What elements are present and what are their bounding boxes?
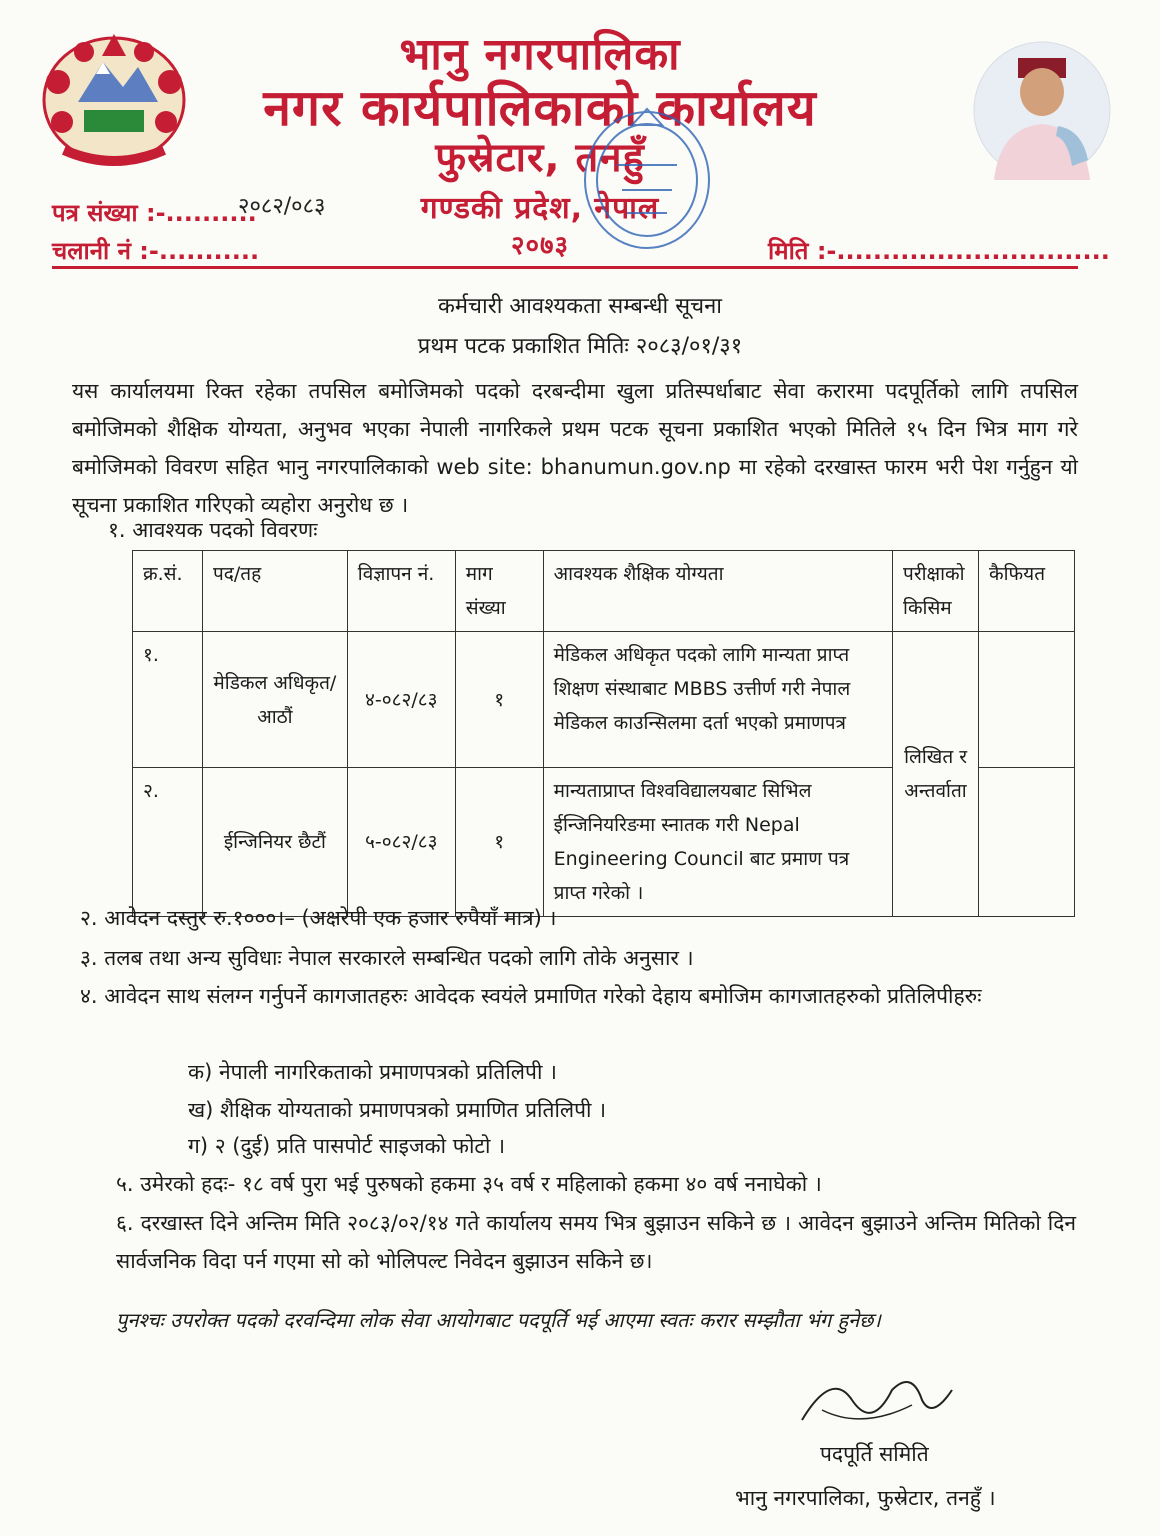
portrait-image xyxy=(972,40,1112,180)
header-sn: क्र.सं. xyxy=(133,551,203,632)
row-post: ईन्जिनियर छैटौं xyxy=(202,768,347,917)
date-label: मिति :-.............................. xyxy=(768,237,1110,265)
posts-table xyxy=(132,550,1075,917)
chalani-number-label: चलानी नं :-........... xyxy=(52,237,260,265)
row-remarks xyxy=(979,632,1075,768)
letterhead-divider xyxy=(52,266,1078,269)
notice-intro-paragraph: यस कार्यालयमा रिक्त रहेका तपसिल बमोजिमको पदको दरबन्दीमा खुला प्रतिस्पर्धाबाट सेवा करारमा पदपूर्तिको लागि तपसिल बमोजिमको शैक्षिक योग्यता, अनुभव भएका नेपाली नागरिकले प्रथम पटक सूचना प्रकाशित भएको मितिले १५ दिन भित्र माग गरे बमोजिमको विवरण सहित भानु नगरपालिकाको web site: bhanumun.gov.np मा रहेको दरखास्त फारम भरी पेश गर्नुहुन यो सूचना प्रकाशित गरिएको व्यहोरा अनुरोध छ । xyxy=(72,379,1078,517)
postscript: पुनश्चः उपरोक्त पदको दरवन्दिमा लोक सेवा आयोगबाट पदपूर्ति भई आएमा स्वतः करार सम्झौता भंग हुनेछ। xyxy=(116,1308,881,1332)
row-qualification: मेडिकल अधिकृत पदको लागि मान्यता प्राप्त शिक्षण संस्थाबाट MBBS उत्तीर्ण गरी नेपाल मेडिकल काउन्सिलमा दर्ता भएको प्रमाणपत्र xyxy=(543,632,892,768)
patra-sankhya-value: २०८२/०८३ xyxy=(238,194,326,219)
notice-title: कर्मचारी आवश्यकता सम्बन्धी सूचना xyxy=(437,294,722,319)
header-post: पद/तह xyxy=(202,551,347,632)
header-exam-type: परीक्षाको किसिम xyxy=(893,551,979,632)
row-exam-type: लिखित र अन्तर्वाता xyxy=(893,632,979,917)
header-advertisement-no: विज्ञापन नं. xyxy=(347,551,455,632)
item-salary-benefits: ३. तलब तथा अन्य सुविधाः नेपाल सरकारले सम्बन्धित पदको लागि तोके अनुसार । xyxy=(80,946,694,970)
row-demand-count: १ xyxy=(455,768,543,917)
letterhead-office: नगर कार्यपालिकाको कार्यालय xyxy=(263,79,817,137)
patra-sankhya-label: पत्र संख्या :-.......... xyxy=(52,199,257,227)
signatory-committee: पदपूर्ति समिति xyxy=(820,1442,929,1466)
item-application-fee: २. आवेदन दस्तुर रु.१०००।– (अक्षरेपी एक हजार रुपैयाँ मात्र) । xyxy=(80,906,557,930)
row-sn: १. xyxy=(133,632,203,768)
notice-published-date: प्रथम पटक प्रकाशित मितिः २०८३/०१/३१ xyxy=(417,334,743,359)
letterhead-address: फुस्रेटार, तनहुँ xyxy=(435,135,645,181)
item-age-limit: ५. उमेरको हदः- १८ वर्ष पुरा भई पुरुषको हकमा ३५ वर्ष र महिलाको हकमा ४० वर्ष ननाघेको । xyxy=(116,1172,822,1196)
row-advertisement-no: ५-०८२/८३ xyxy=(347,768,455,917)
row-advertisement-no: ४-०८२/८३ xyxy=(347,632,455,768)
item-deadline: ६. दरखास्त दिने अन्तिम मिति २०८३/०२/१४ गते कार्यालय समय भित्र बुझाउन सकिने छ । आवेदन बुझाउने अन्तिम मितिको दिन सार्वजनिक विदा पर्न गएमा सो को भोलिपल्ट निवेदन बुझाउन सकिने छ। xyxy=(116,1211,1076,1273)
section-required-posts: १. आवश्यक पदको विवरणः xyxy=(108,518,318,542)
document-education: ख) शैक्षिक योग्यताको प्रमाणपत्रको प्रमाणित प्रतिलिपी । xyxy=(188,1098,607,1122)
letterhead-municipality: भानु नगरपालिका xyxy=(399,29,681,80)
table-row xyxy=(133,632,1075,768)
office-address-footer: भानु नगरपालिका, फुस्रेटार, तनहुँ । xyxy=(735,1486,996,1510)
signature-image xyxy=(792,1360,972,1440)
letterhead-province: गण्डकी प्रदेश, नेपाल xyxy=(420,191,660,226)
row-sn: २. xyxy=(133,768,203,917)
item-required-documents: ४. आवेदन साथ संलग्न गर्नुपर्ने कागजातहरुः आवेदक स्वयंले प्रमाणित गरेको देहाय बमोजिम कागजातहरुको प्रतिलिपीहरुः xyxy=(80,984,982,1008)
header-remarks: कैफियत xyxy=(979,551,1075,632)
row-post: मेडिकल अधिकृत/आठौं xyxy=(202,632,347,768)
office-stamp-icon xyxy=(572,95,722,255)
row-qualification: मान्यताप्राप्त विश्वविद्यालयबाट सिभिल ईन्जिनियरिङमा स्नातक गरी Nepal Engineering Council बाट प्रमाण पत्र प्राप्त गरेको । xyxy=(543,768,892,917)
header-demand-count: माग संख्या xyxy=(455,551,543,632)
table-header-row xyxy=(133,551,1075,632)
letterhead-year: २०७३ xyxy=(510,231,570,261)
document-photo: ग) २ (दुई) प्रति पासपोर्ट साइजको फोटो । xyxy=(188,1134,506,1158)
header-qualification: आवश्यक शैक्षिक योग्यता xyxy=(543,551,892,632)
row-remarks xyxy=(979,768,1075,917)
row-demand-count: १ xyxy=(455,632,543,768)
document-citizenship: क) नेपाली नागरिकताको प्रमाणपत्रको प्रतिलिपी । xyxy=(188,1060,558,1084)
